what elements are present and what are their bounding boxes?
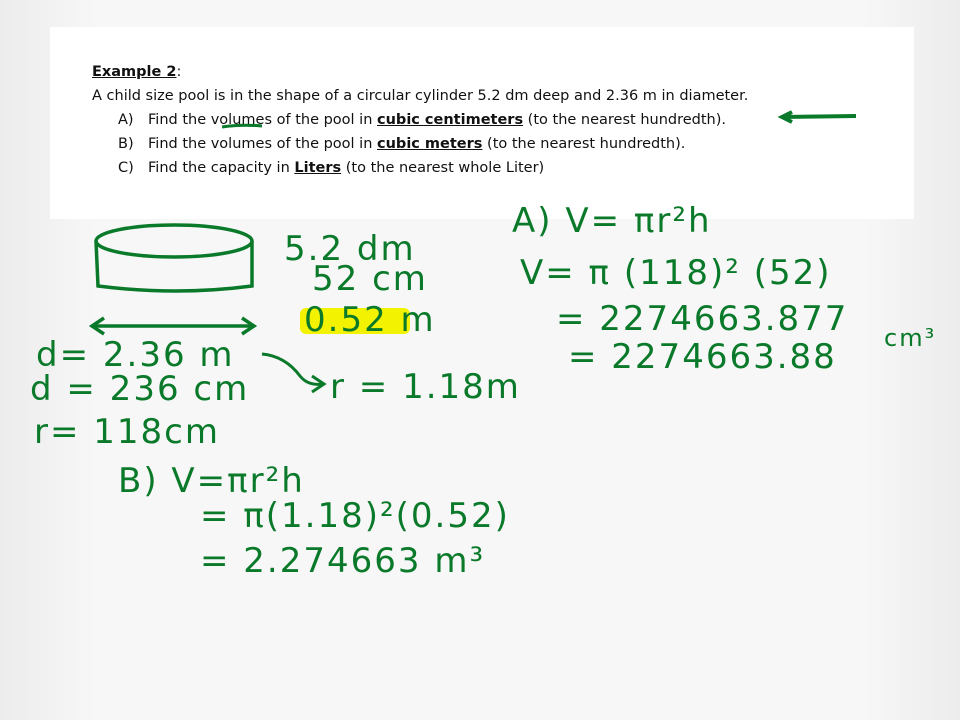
part-a-result: = 2274663.877: [556, 299, 849, 339]
part-b-formula: B) V=πr²h: [118, 461, 305, 501]
conversion-arrow: [262, 354, 322, 384]
radius-cm: r= 118cm: [34, 412, 220, 452]
arrow-mark: [782, 116, 856, 117]
item-label: B): [118, 136, 134, 152]
item-keyword: Liters: [294, 160, 342, 176]
item-text: Find the volumes of the pool in: [148, 136, 378, 152]
diameter-m: d= 2.36 m: [36, 335, 235, 375]
item-text: (to the nearest whole Liter): [341, 160, 545, 176]
depth-m: 0.52 m: [304, 300, 436, 340]
problem-statement: A child size pool is in the shape of a circular cylinder 5.2 dm deep and 2.36 m in diameter.: [92, 88, 749, 104]
item-text: (to the nearest hundredth).: [523, 112, 727, 128]
item-keyword: cubic centimeters: [377, 112, 524, 128]
item-text: Find the capacity in: [148, 160, 295, 176]
depth-cm: 52 cm: [312, 259, 428, 299]
item-keyword: cubic meters: [377, 136, 483, 152]
problem-title-colon: :: [176, 64, 182, 80]
item-text: (to the nearest hundredth).: [482, 136, 686, 152]
part-a-formula: A) V= πr²h: [512, 201, 712, 241]
underline-mark: [222, 125, 262, 127]
radius-m: r = 1.18m: [330, 367, 521, 407]
item-label: C): [118, 160, 134, 176]
part-b-substitution: = π(1.18)²(0.52): [200, 496, 510, 536]
cylinder-sketch: [96, 225, 252, 291]
diameter-arrow: [92, 318, 254, 334]
item-label: A): [118, 112, 134, 128]
part-a-substitution: V= π (118)² (52): [520, 253, 832, 293]
problem-title: Example 2: [92, 64, 177, 80]
item-text: Find the volumes of the pool in: [148, 112, 378, 128]
depth-dm: 5.2 dm: [284, 229, 416, 269]
diameter-cm: d = 236 cm: [30, 369, 250, 409]
part-a-unit: cm³: [884, 324, 937, 352]
part-b-result: = 2.274663 m³: [200, 541, 486, 581]
part-a-rounded: = 2274663.88: [568, 337, 837, 377]
